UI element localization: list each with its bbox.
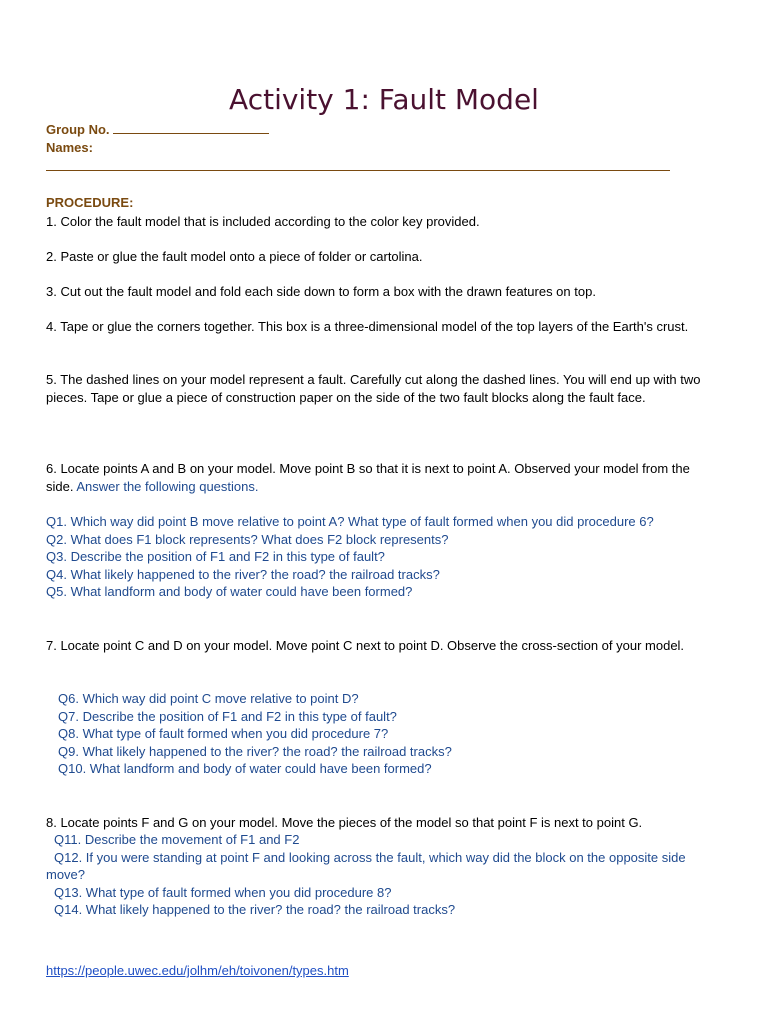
question-q5: Q5. What landform and body of water could have been formed?: [46, 584, 413, 600]
question-q1: Q1. Which way did point B move relative to point A? What type of fault formed when you did procedure 6?: [46, 514, 654, 529]
question-q7: Q7. Describe the position of F1 and F2 in this type of fault?: [58, 708, 397, 724]
step-6-text: 6. Locate points A and B on your model. Move point B so that it is next to point A. Observed your model from the side.: [46, 461, 690, 494]
question-q4: Q4. What likely happened to the river? the road? the railroad tracks?: [46, 566, 440, 582]
question-q12: Q12. If you were standing at point F and looking across the fault, which way did the block on the opposite side move?: [46, 849, 686, 883]
question-q2: Q2. What does F1 block represents? What does F2 block represents?: [46, 531, 449, 547]
step-5: 5. The dashed lines on your model represent a fault. Carefully cut along the dashed lines. You will end up with two pieces. Tape or glue a piece of construction paper on the side of the two fault blocks along the fault face.: [46, 372, 701, 405]
question-q11: Q11. Describe the movement of F1 and F2: [54, 832, 300, 847]
question-q3: Q3. Describe the position of F1 and F2 in this type of fault?: [46, 549, 385, 565]
step-8-questions: [46, 831, 726, 919]
step-6: [46, 460, 706, 495]
names-row: [46, 139, 726, 157]
step-8: 8. Locate points F and G on your model. Move the pieces of the model so that point F is next to point G.: [46, 815, 643, 830]
names-blank: [46, 158, 726, 174]
step-6-questions: [46, 513, 726, 601]
question-q10: Q10. What landform and body of water could have been formed?: [58, 761, 432, 777]
page-title: Activity 1: Fault Model: [229, 83, 539, 116]
step-4: 4. Tape or glue the corners together. This box is a three-dimensional model of the top layers of the Earth's crust.: [46, 319, 689, 334]
names-label: Names:: [46, 140, 93, 155]
source-link-row: [46, 962, 726, 980]
group-number-row: [46, 121, 726, 139]
procedure-heading: PROCEDURE:: [46, 195, 134, 210]
step-1: 1. Color the fault model that is included according to the color key provided.: [46, 214, 480, 229]
group-number-blank: [113, 122, 269, 134]
question-q13: Q13. What type of fault formed when you did procedure 8?: [54, 884, 392, 900]
step-2: 2. Paste or glue the fault model onto a piece of folder or cartolina.: [46, 249, 423, 264]
question-q14: Q14. What likely happened to the river? the road? the railroad tracks?: [54, 902, 456, 918]
step-7: 7. Locate point C and D on your model. Move point C next to point D. Observe the cross-section of your model.: [46, 638, 685, 653]
question-q9: Q9. What likely happened to the river? the road? the railroad tracks?: [58, 743, 452, 759]
step-6-instruction: Answer the following questions.: [76, 478, 259, 494]
source-link[interactable]: https://people.uwec.edu/jolhm/eh/toivonen/types.htm: [46, 963, 349, 978]
step-3: 3. Cut out the fault model and fold each side down to form a box with the drawn features on top.: [46, 284, 596, 299]
step-7-questions: [58, 690, 718, 778]
question-q8: Q8. What type of fault formed when you did procedure 7?: [58, 726, 389, 742]
group-number-label: Group No.: [46, 122, 110, 137]
question-q6: Q6. Which way did point C move relative to point D?: [58, 691, 359, 706]
